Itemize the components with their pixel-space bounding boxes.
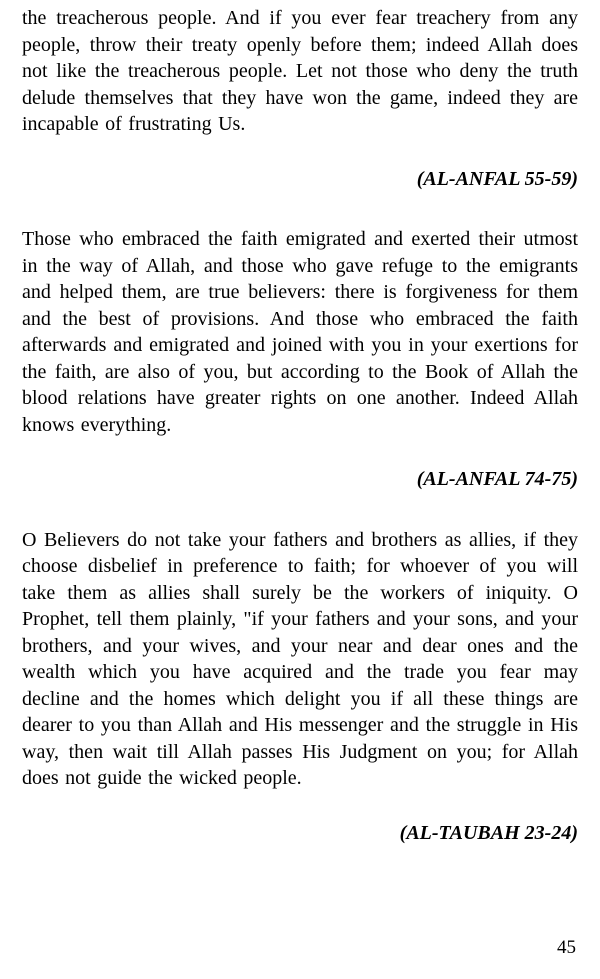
- paragraph-2: Those who embraced the faith emigrated and exerted their utmost in the way of Allah, and those who gave refuge to the emigrants and helped them, are true believers: there is forgiveness for them and the best of provisions. And those who embraced the faith afterwards and emigrated and joined with you in your exertions for the faith, are also of you, but according to the Book of Allah the blood relations have greater rights on one another. Indeed Allah knows everything.: [22, 228, 578, 436]
- paragraph-3: O Believers do not take your fathers and brothers as allies, if they choose disbelief in preference to faith; for whoever of you will take them as allies shall surely be the workers of iniquity. O Prophet, tell them plainly, "if your fathers and your sons, and your brothers, and your wives, and your near and dear ones and the wealth which you have acquired and the trade you fear may decline and the homes which delight you if all these things are dearer to you than Allah and His messenger and the struggle in His way, then wait till Allah passes His Judgment on you; for Allah does not guide the wicked people.: [22, 528, 578, 789]
- page-number: 45: [557, 937, 576, 958]
- citation-3: (AL-TAUBAH 23-24): [399, 821, 578, 844]
- citation-1: (AL-ANFAL 55-59): [416, 167, 578, 190]
- paragraph-1: the treacherous people. And if you ever fear treachery from any people, throw their treaty openly before them; indeed Allah does not like the treacherous people. Let not those who deny the truth delude themselves that they have won the game, indeed they are incapable of frustrating Us.: [22, 7, 578, 135]
- citation-2: (AL-ANFAL 74-75): [416, 468, 578, 490]
